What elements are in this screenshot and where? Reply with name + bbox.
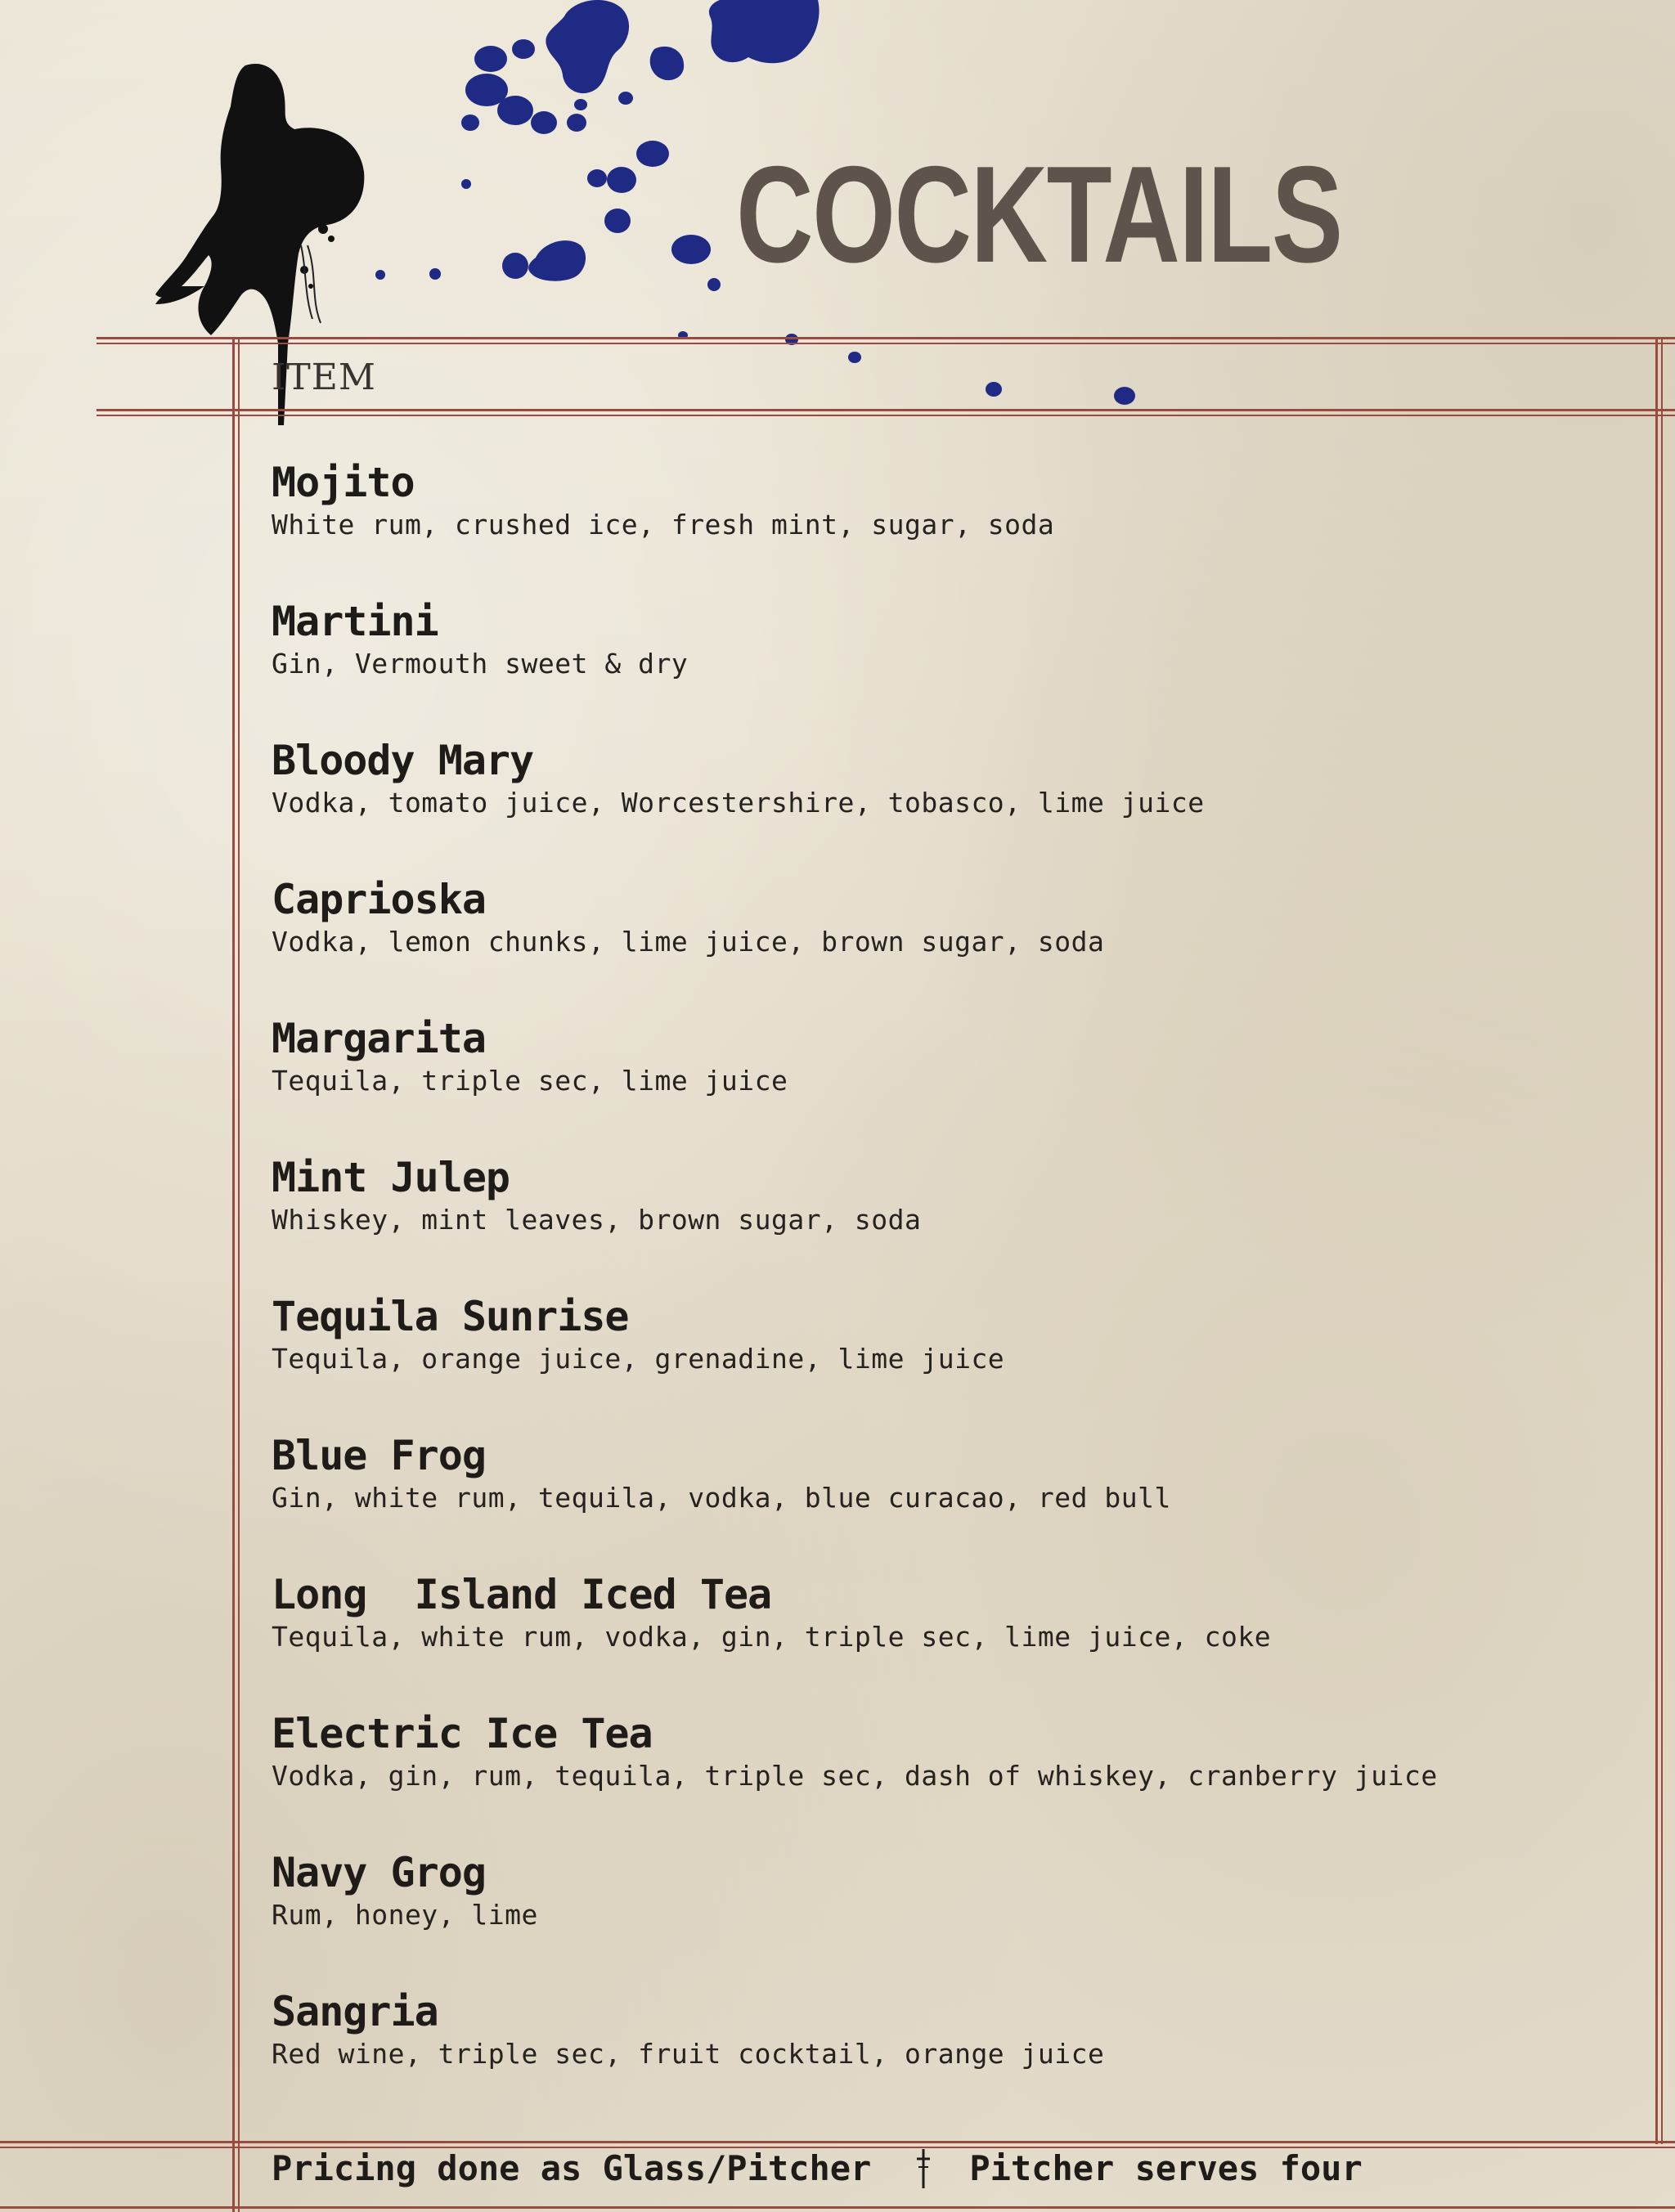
list-item [272, 1987, 1629, 2126]
footer-top-rule [0, 2141, 1675, 2143]
item-ingredients: White rum, crushed ice, fresh mint, sugar, soda [272, 509, 1055, 541]
list-item [272, 1153, 1629, 1292]
column-header: ITEM [272, 357, 376, 398]
right-margin-rule [1655, 337, 1658, 2144]
pitcher-note: Pitcher serves four [969, 2148, 1363, 2188]
item-ingredients: Tequila, triple sec, lime juice [272, 1065, 788, 1097]
dagger-icon [914, 2146, 933, 2192]
item-ingredients: Vodka, gin, rum, tequila, triple sec, dash of whiskey, cranberry juice [272, 1760, 1438, 1792]
item-name: Navy Grog [272, 1849, 486, 1896]
item-ingredients: Whiskey, mint leaves, brown sugar, soda [272, 1204, 922, 1236]
pricing-note: Pricing done as Glass/Pitcher [272, 2148, 872, 2188]
list-item [272, 1570, 1629, 1709]
header-top-rule [97, 337, 1675, 339]
item-ingredients: Tequila, white rum, vodka, gin, triple sec, lime juice, coke [272, 1621, 1272, 1653]
list-item [272, 875, 1629, 1014]
left-margin-rule [232, 337, 235, 2212]
item-ingredients: Red wine, triple sec, fruit cocktail, orange juice [272, 2038, 1105, 2070]
item-name: Margarita [272, 1015, 486, 1062]
list-item [272, 1848, 1629, 1987]
item-name: Sangria [272, 1988, 438, 2035]
item-ingredients: Vodka, tomato juice, Worcestershire, tobasco, lime juice [272, 787, 1205, 819]
item-ingredients: Vodka, lemon chunks, lime juice, brown sugar, soda [272, 926, 1105, 958]
list-item [272, 1292, 1629, 1431]
list-item [272, 597, 1629, 736]
list-item [272, 1431, 1629, 1570]
list-item [272, 736, 1629, 875]
item-name: Long Island Iced Tea [272, 1571, 772, 1618]
item-ingredients: Gin, Vermouth sweet & dry [272, 648, 689, 680]
item-ingredients: Tequila, orange juice, grenadine, lime juice [272, 1343, 1005, 1375]
list-item [272, 458, 1629, 597]
item-name: Electric Ice Tea [272, 1710, 653, 1757]
cocktail-list [272, 458, 1629, 2126]
page-title: COCKTAILS [736, 137, 1342, 291]
item-name: Martini [272, 598, 438, 645]
item-name: Mojito [272, 459, 415, 506]
item-name: Mint Julep [272, 1154, 510, 1201]
header-bottom-rule [97, 409, 1675, 411]
item-ingredients: Gin, white rum, tequila, vodka, blue curacao, red bull [272, 1482, 1171, 1514]
footer-note [272, 2146, 1363, 2192]
item-name: Tequila Sunrise [272, 1293, 629, 1340]
item-name: Caprioska [272, 876, 486, 923]
footer-bottom-rule [0, 2206, 1675, 2209]
item-ingredients: Rum, honey, lime [272, 1899, 538, 1931]
list-item [272, 1014, 1629, 1153]
item-name: Blue Frog [272, 1432, 486, 1479]
list-item [272, 1709, 1629, 1848]
item-name: Bloody Mary [272, 737, 534, 784]
